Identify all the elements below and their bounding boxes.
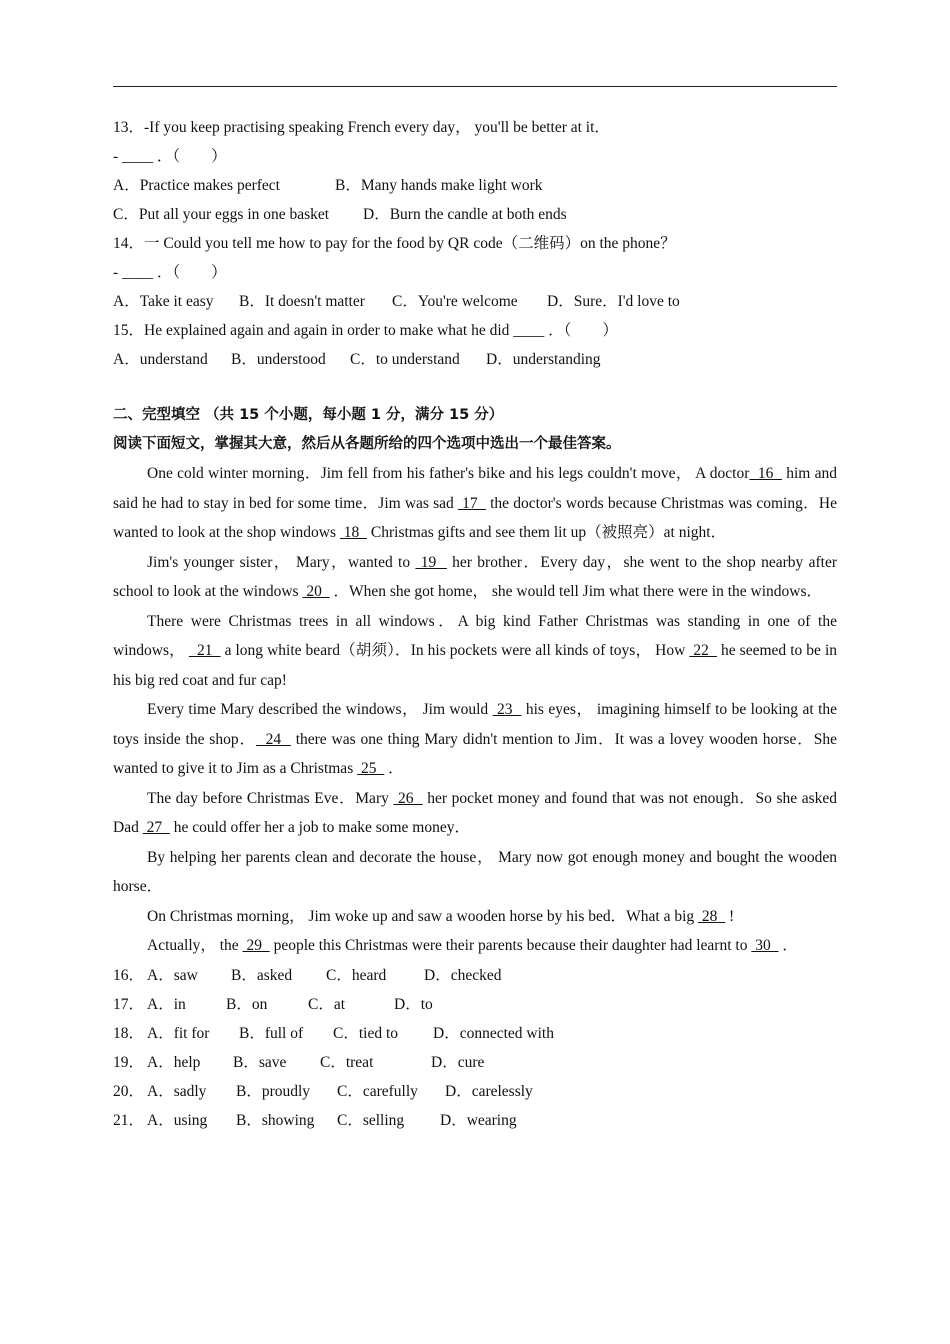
blank-30: 30 — [751, 937, 779, 954]
blank-21: 21 — [188, 642, 221, 659]
q13-option-a[interactable]: A．Practice makes perfect — [113, 177, 280, 194]
q19-option-c[interactable]: C．treat — [320, 1053, 374, 1071]
blank-22: 22 — [689, 642, 717, 659]
options-q21 — [113, 1106, 837, 1135]
blank-23: 23 — [492, 701, 522, 718]
q15-stem: 15．He explained again and again in order to make what he did ____ ．（ ） — [113, 322, 618, 339]
passage-paragraph-7: On Christmas morning， Jim woke up and saw a wooden horse by his bed．What a big 28 ! — [147, 907, 735, 925]
q18-option-c[interactable]: C．tied to — [333, 1024, 399, 1042]
q19-option-a[interactable]: A．help — [147, 1053, 201, 1071]
blank-19: 19 — [415, 553, 447, 571]
q20-option-a[interactable]: A．sadly — [147, 1082, 207, 1100]
passage-paragraph-3: There were Christmas trees in all windows．A big kind Father Christmas was standing in one of the windows， 21 a long white beard（胡须）．In his pockets were all kinds of toys， How 22 he seemed to be in his big red coat and fur cap! — [113, 612, 838, 689]
q18-number: 18． — [113, 1024, 145, 1042]
q14-option-d[interactable]: D．Sure．I'd love to — [547, 293, 680, 310]
passage-paragraph-6: By helping her parents clean and decorate the house， Mary now got enough money and bought the wooden horse． — [113, 848, 837, 895]
q14-option-b[interactable]: B．It doesn't matter — [239, 293, 365, 310]
blank-18: 18 — [339, 524, 368, 541]
options-q16 — [113, 961, 837, 990]
blank-27: 27 — [142, 819, 170, 836]
passage-paragraph-5: The day before Christmas Eve．Mary 26 her pocket money and found that was not enough．So she asked Dad 27 he could offer her a job to make some money． — [113, 789, 838, 836]
q20-option-c[interactable]: C．carefully — [337, 1082, 418, 1100]
blank-24: 24 — [256, 730, 291, 748]
q15-option-b[interactable]: B．understood — [231, 351, 326, 368]
blank-17: 17 — [457, 494, 486, 512]
passage-paragraph-1: One cold winter morning．Jim fell from his father's bike and his legs couldn't move， A doctor 16 him and said he had to stay in bed for some time．Jim was sad 17 the doctor's words because Christmas was coming．He wanted to look at the shop windows 18 Christmas gifts and see them lit up（被照亮）at night． — [113, 465, 837, 541]
q13-option-c[interactable]: C．Put all your eggs in one basket — [113, 206, 330, 223]
q16-option-b[interactable]: B．asked — [231, 966, 293, 984]
q19-option-d[interactable]: D．cure — [431, 1053, 485, 1071]
q13-option-b[interactable]: B．Many hands make light work — [335, 177, 543, 194]
q17-number: 17． — [113, 995, 145, 1013]
q17-option-c[interactable]: C．at — [308, 995, 346, 1013]
blank-26: 26 — [393, 789, 423, 807]
q19-number: 19． — [113, 1053, 145, 1071]
q13-option-d[interactable]: D．Burn the candle at both ends — [363, 206, 567, 223]
q14-option-c[interactable]: C．You're welcome — [392, 293, 518, 310]
q16-option-a[interactable]: A．saw — [147, 966, 198, 984]
page-content — [113, 113, 837, 1135]
passage-paragraph-8: Actually， the 29 people this Christmas were their parents because their daughter had learnt to 30 ． — [147, 937, 798, 954]
q14-stem: 14．一 Could you tell me how to pay for the food by QR code（二维码）on the phone？ — [113, 235, 676, 252]
options-q18 — [113, 1019, 837, 1048]
q18-option-a[interactable]: A．fit for — [147, 1024, 210, 1042]
q17-option-b[interactable]: B．on — [226, 995, 268, 1013]
q16-option-d[interactable]: D．checked — [424, 966, 502, 984]
blank-16: 16 — [749, 465, 782, 482]
q19-option-b[interactable]: B．save — [233, 1053, 287, 1071]
blank-29: 29 — [242, 937, 270, 954]
blank-28: 28 — [698, 907, 726, 925]
q13-options-cd — [113, 200, 837, 229]
q16-option-c[interactable]: C．heard — [326, 966, 387, 984]
blank-20: 20 — [302, 583, 330, 600]
q14-options — [113, 287, 837, 316]
q18-option-d[interactable]: D．connected with — [433, 1024, 554, 1042]
q14-answer-line: - ____ ．（ ） — [113, 264, 227, 281]
q15-option-a[interactable]: A．understand — [113, 351, 208, 368]
q13-options-ab — [113, 171, 837, 200]
q17-option-d[interactable]: D．to — [394, 995, 433, 1013]
q21-number: 21． — [113, 1111, 145, 1129]
options-q19 — [113, 1048, 837, 1077]
q21-option-b[interactable]: B．showing — [236, 1111, 315, 1129]
section-title: 二、完型填空 （共 15 个小题，每小题 1 分，满分 15 分） — [113, 407, 504, 423]
q13-stem: 13．-If you keep practising speaking French every day， you'll be better at it． — [113, 119, 610, 136]
q16-number: 16． — [113, 966, 145, 984]
q21-option-c[interactable]: C．selling — [337, 1111, 405, 1129]
q17-option-a[interactable]: A．in — [147, 995, 186, 1013]
q21-option-a[interactable]: A．using — [147, 1111, 208, 1129]
q20-option-d[interactable]: D．carelessly — [445, 1082, 533, 1100]
q18-option-b[interactable]: B．full of — [239, 1024, 304, 1042]
blank-25: 25 — [357, 760, 385, 777]
options-q20 — [113, 1077, 837, 1106]
q20-number: 20． — [113, 1082, 145, 1100]
q13-answer-line: - ____ ．（ ） — [113, 148, 227, 165]
q21-option-d[interactable]: D．wearing — [440, 1111, 517, 1129]
options-q17 — [113, 990, 837, 1019]
q14-option-a[interactable]: A．Take it easy — [113, 293, 214, 310]
section-instruction: 阅读下面短文，掌握其大意，然后从各题所给的四个选项中选出一个最佳答案。 — [113, 436, 621, 452]
q15-option-d[interactable]: D．understanding — [486, 351, 601, 368]
passage-paragraph-4: Every time Mary described the windows， Jim would 23 his eyes， imagining himself to be looking at the toys inside the shop． 24 there was one thing Mary didn't mention to Jim．It was a lovey wooden horse．She wanted to give it to Jim as a Christmas 25 ． — [113, 701, 838, 777]
q15-option-c[interactable]: C．to understand — [350, 351, 460, 368]
passage-paragraph-2: Jim's younger sister， Mary，wanted to 19 her brother．Every day，she went to the shop nearby after school to look at the windows 20 ．When she got home， she would tell Jim what there were in the windows． — [113, 553, 837, 600]
q15-options — [113, 345, 837, 374]
q20-option-b[interactable]: B．proudly — [236, 1082, 311, 1100]
header-rule — [113, 86, 837, 87]
